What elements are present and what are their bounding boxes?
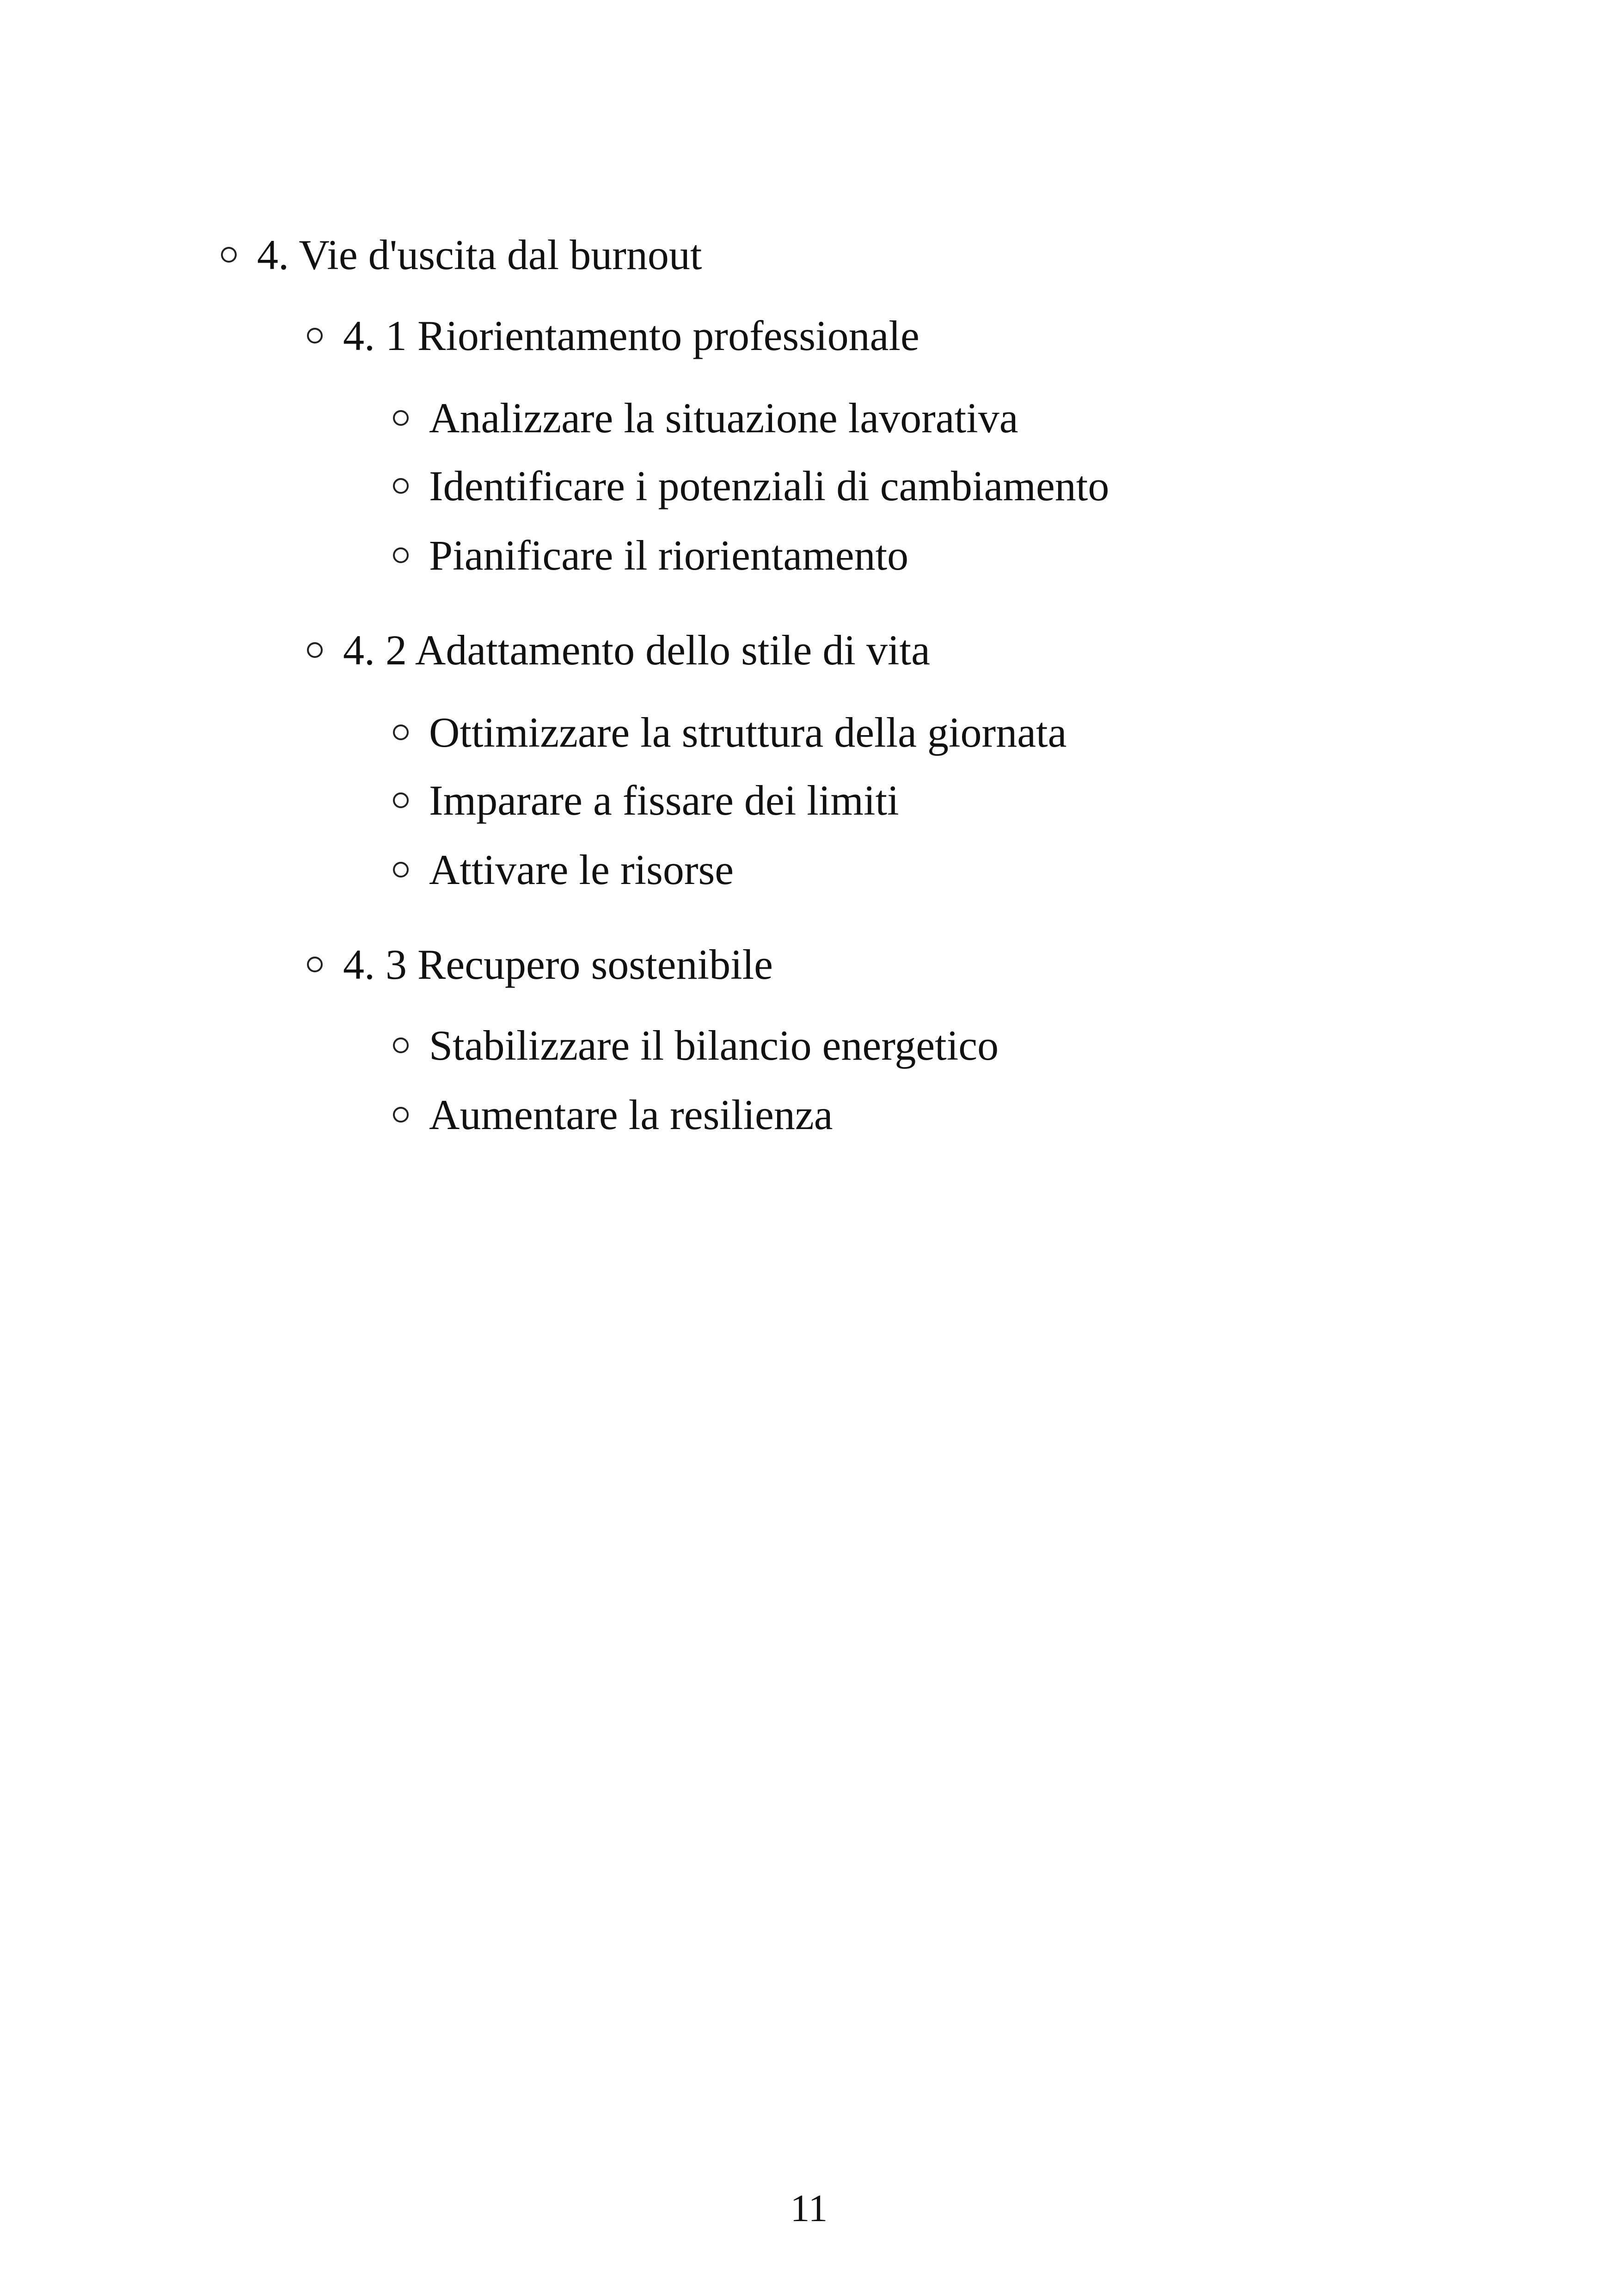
hollow-bullet-icon xyxy=(393,478,409,494)
list-item-text: Ottimizzare la struttura della giornata xyxy=(429,709,1067,756)
hollow-bullet-icon xyxy=(393,862,409,878)
hollow-bullet-icon xyxy=(393,1107,409,1123)
hollow-bullet-icon xyxy=(307,642,323,658)
hollow-bullet-icon xyxy=(393,410,409,426)
hollow-bullet-icon xyxy=(393,724,409,740)
outline-subsection xyxy=(307,626,930,674)
hollow-bullet-icon xyxy=(307,328,323,344)
outline-section xyxy=(221,233,702,276)
section-title: 4. Vie d'uscita dal burnout xyxy=(257,231,702,278)
subsection-title: 4. 2 Adattamento dello stile di vita xyxy=(343,626,930,674)
outline-list-item xyxy=(393,711,1066,754)
outline-list-item xyxy=(393,1093,833,1136)
hollow-bullet-icon xyxy=(393,1037,409,1053)
hollow-bullet-icon xyxy=(221,247,237,263)
list-item-text: Attivare le risorse xyxy=(429,846,734,893)
outline-subsection xyxy=(307,943,773,986)
list-item-text: Pianificare il riorientamento xyxy=(429,532,909,579)
subsection-title: 4. 3 Recupero sostenibile xyxy=(343,941,773,988)
outline-subsection xyxy=(307,314,919,357)
list-item-text: Analizzare la situazione lavorativa xyxy=(429,394,1018,442)
list-item-text: Aumentare la resilienza xyxy=(429,1091,833,1138)
outline-list-item xyxy=(393,534,908,577)
page-number: 11 xyxy=(790,2187,828,2230)
list-item-text: Stabilizzare il bilancio energetico xyxy=(429,1022,999,1069)
outline-list-item xyxy=(393,848,734,891)
hollow-bullet-icon xyxy=(307,957,323,972)
outline-list-item xyxy=(393,394,1018,442)
outline-list-item xyxy=(393,779,899,822)
outline-list-item xyxy=(393,462,1109,510)
hollow-bullet-icon xyxy=(393,547,409,563)
list-item-text: Identificare i potenziali di cambiamento xyxy=(429,462,1109,510)
subsection-title: 4. 1 Riorientamento professionale xyxy=(343,312,919,359)
outline-list-item xyxy=(393,1024,999,1067)
hollow-bullet-icon xyxy=(393,792,409,808)
list-item-text: Imparare a fissare dei limiti xyxy=(429,777,899,824)
